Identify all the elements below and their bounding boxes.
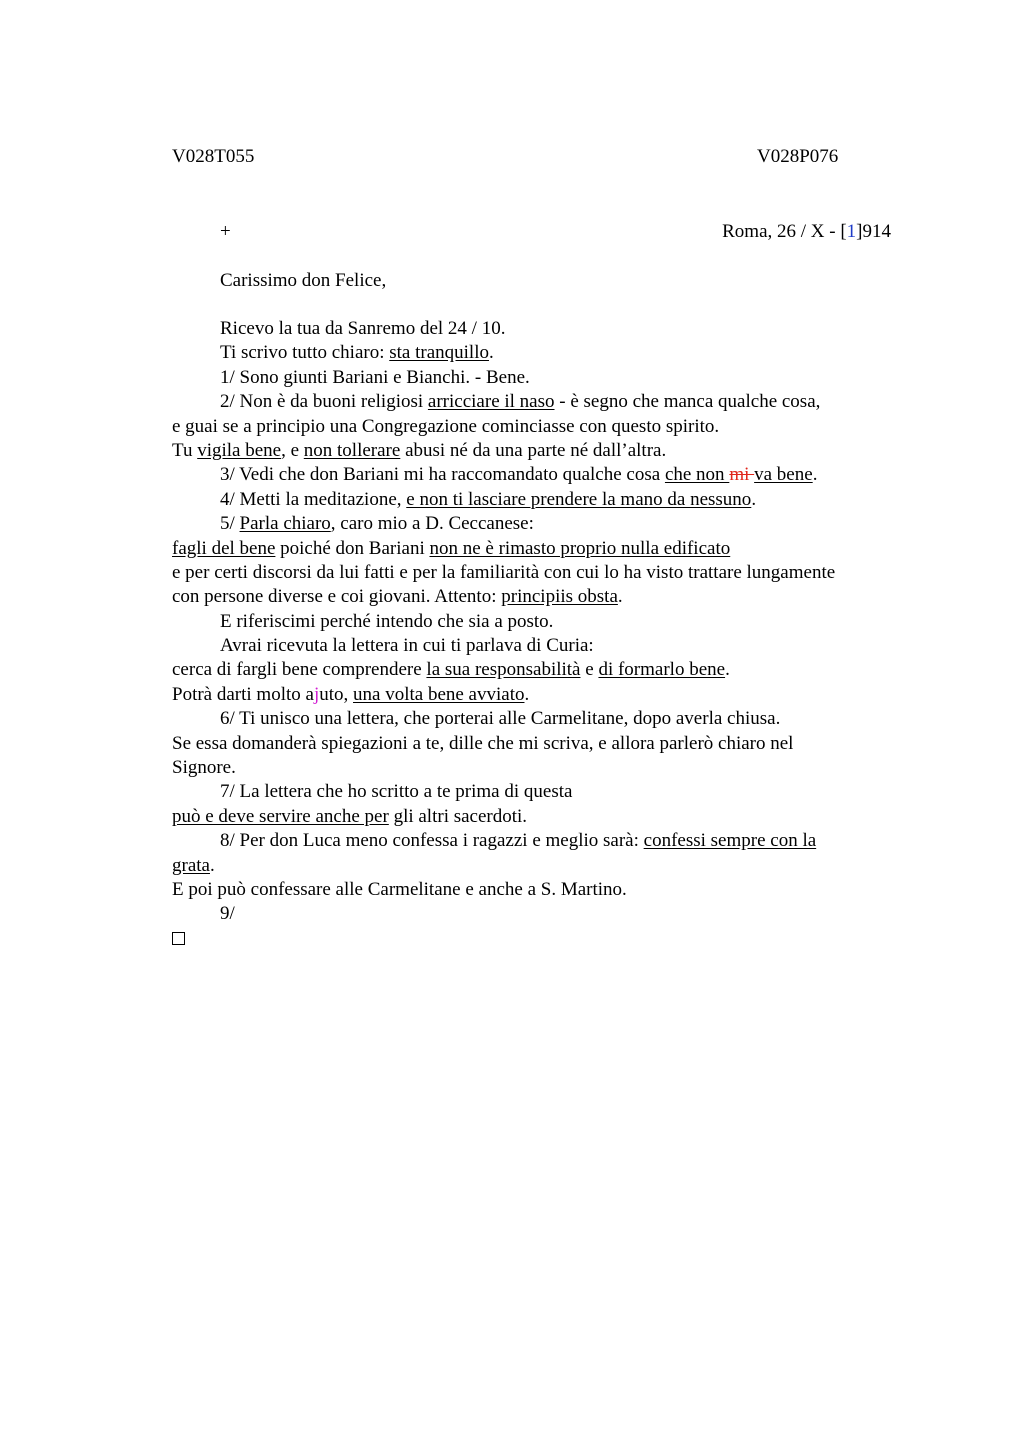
struck-word: mi [729,464,755,486]
letter-date: Roma, 26 / X - [1]914 [722,221,891,242]
body-line: Se essa domanderà spiegazioni a te, dille che mi scriva, e allora parlerò chiaro nel [172,732,794,754]
body-line: cerca di fargli bene comprendere la sua responsabilità e di formarlo bene. [172,659,730,681]
body-line: 3/ Vedi che don Bariani mi ha raccomandato qualche cosa che non mi va bene. [220,464,818,486]
letter-body [172,317,902,951]
body-line: Tu vigila bene, e non tollerare abusi né da una parte né dall’altra. [172,439,667,461]
body-line: Signore. [172,757,236,779]
body-line: può e deve servire anche per gli altri sacerdoti. [172,805,528,827]
body-line: 4/ Metti la meditazione, e non ti lasciare prendere la mano da nessuno. [220,488,757,510]
body-line: Potrà darti molto ajuto, una volta bene avviato. [172,683,530,705]
body-line: Avrai ricevuta la lettera in cui ti parlava di Curia: [220,635,594,657]
body-line: 7/ La lettera che ho scritto a te prima di questa [220,781,573,803]
body-line: E poi può confessare alle Carmelitane e anche a S. Martino. [172,878,627,900]
body-line: Ti scrivo tutto chiaro: sta tranquillo. [220,342,494,364]
body-line: e guai se a principio una Congregazione cominciasse con questo spirito. [172,415,720,437]
square-icon [172,932,185,945]
date-bracket-digit: 1 [846,221,857,242]
body-line: 6/ Ti unisco una lettera, che porterai alle Carmelitane, dopo averla chiusa. [220,708,781,730]
end-marker [172,927,902,951]
body-line: e per certi discorsi da lui fatti e per la familiarità con cui lo ha visto trattare lungamente [172,561,836,583]
body-line: E riferiscimi perché intendo che sia a posto. [220,610,554,632]
cross-mark: + [220,221,231,242]
body-line: 1/ Sono giunti Bariani e Bianchi. - Bene. [220,366,530,388]
header-code-left: V028T055 [172,146,255,167]
body-line: 8/ Per don Luca meno confessa i ragazzi e meglio sarà: confessi sempre con la [220,830,817,852]
salutation: Carissimo don Felice, [220,270,387,291]
header-code-right: V028P076 [757,146,839,167]
body-line: con persone diverse e coi giovani. Attento: principiis obsta. [172,586,623,608]
body-line: Ricevo la tua da Sanremo del 24 / 10. [220,318,506,339]
body-line: grata. [172,854,215,876]
body-line: 5/ Parla chiaro, caro mio a D. Ceccanese: [220,513,534,535]
body-line: 2/ Non è da buoni religiosi arricciare il naso - è segno che manca qualche cosa, [220,391,821,413]
inserted-letter: j [313,683,320,705]
body-line: 9/ [220,903,235,925]
body-line: fagli del bene poiché don Bariani non ne è rimasto proprio nulla edificato [172,537,731,559]
